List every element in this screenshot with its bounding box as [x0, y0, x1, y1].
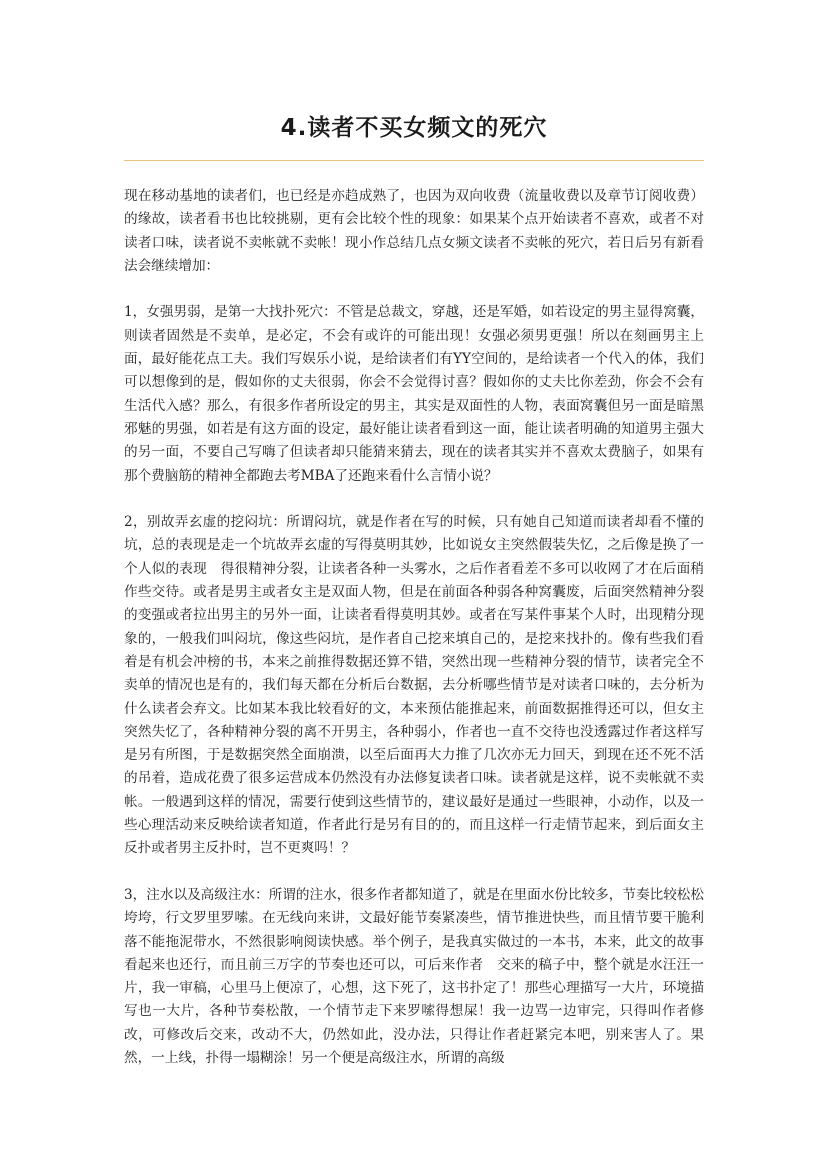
document-body: [124, 185, 704, 1070]
title-divider: [124, 160, 704, 161]
paragraph-point-2: 2，别故弄玄虚的挖闷坑：所谓闷坑，就是作者在写的时候，只有她自己知道而读者却看不懂的坑，总的表现是走一个坑故弄玄虚的写得莫明其妙，比如说女主突然假装失忆，之后像是换了一个人似的表现 得很精神分裂，让读者各种一头雾水，之后作者看差不多可以收网了才在后面稍作些交待。或者是男主或者女主是双面人物，但是在前面各种弱各种窝囊废，后面突然精神分裂的变强或者拉出男主的另外一面，让读者看得莫明其妙。或者在写某件事某个人时，出现精分现象的，一般我们叫闷坑，像这些闷坑，是作者自己挖来填自己的，是挖来找扑的。像有些我们看着是有机会冲榜的书，本来之前推得数据还算不错，突然出现一些精神分裂的情节，读者完全不卖单的情况也是有的，我们每天都在分析后台数据，去分析哪些情节是对读者口味的，去分析为什么读者会弃文。比如某本我比较看好的文，本来预估能推起来，前面数据推得还可以，但女主突然失忆了，各种精神分裂的离不开男主，各种弱小，作者也一直不交待也没透露过作者这样写是另有所图，于是数据突然全面崩溃，以至后面再大力推了几次亦无力回天，到现在还不死不活的吊着，造成花费了很多运营成本仍然没有办法修复读者口味。读者就是这样，说不卖帐就不卖帐。一般遇到这样的情况，需要行使到这些情节的，建议最好是通过一些眼神，小动作，以及一些心理活动来反映给读者知道，作者此行是另有目的的，而且这样一行走情节起来，到后面女主反扑或者男主反扑时，岂不更爽吗！？: [124, 514, 704, 857]
paragraph-intro: 现在移动基地的读者们，也已经是亦趋成熟了，也因为双向收费（流量收费以及章节订阅收费）的缘故，读者看书也比较挑剔，更有会比较个性的现象：如果某个点开始读者不喜欢，或者不对读者口味，读者说不卖帐就不卖帐！现小作总结几点女频文读者不卖帐的死穴，若日后另有新看法会继续增加：: [124, 188, 704, 274]
page-title: 4.读者不买女频文的死穴: [280, 115, 548, 141]
paragraph-point-3: 3，注水以及高级注水：所谓的注水，很多作者都知道了，就是在里面水份比较多，节奏比较松松垮垮，行文罗里罗嗦。在无线向来讲，文最好能节奏紧凑些，情节推进快些，而且情节要干脆利落不能拖泥带水，不然很影响阅读快感。举个例子，是我真实做过的一本书，本来，此文的故事看起来也还行，而且前三万字的节奏也还可以，可后来作者 交来的稿子中，整个就是水汪汪一片，我一审稿，心里马上便凉了，心想，这下死了，这书扑定了！那些心理描写一大片，环境描写也一大片，各种节奏松散，一个情节走下来罗嗦得想屎！我一边骂一边审完，只得叫作者修改，可修改后交来，改动不大，仍然如此，没办法，只得让作者赶紧完本吧，别来害人了。果然，一上线，扑得一塌糊涂！另一个便是高级注水，所谓的高级: [124, 886, 704, 1066]
paragraph-point-1: 1，女强男弱，是第一大找扑死穴：不管是总裁文，穿越，还是军婚，如若设定的男主显得窝囊，则读者固然是不卖单，是必定，不会有或许的可能出现！女强必须男更强！所以在刻画男主上面，最好能花点工夫。我们写娱乐小说，是给读者们有YY空间的，是给读者一个代入的体，我们可以想像到的是，假如你的丈夫很弱，你会不会觉得讨喜？假如你的丈夫比你差劲，你会不会有生活代入感？那么，有很多作者所设定的男主，其实是双面性的人物，表面窝囊但另一面是暗黑邪魅的男强，如若是有这方面的设定，最好能让读者看到这一面，能让读者明确的知道男主强大的另一面，不要自己写嗨了但读者却只能猜来猜去，现在的读者其实并不喜欢太费脑子，如果有那个费脑筋的精神全都跑去考MBA了还跑来看什么言情小说？: [124, 304, 704, 484]
